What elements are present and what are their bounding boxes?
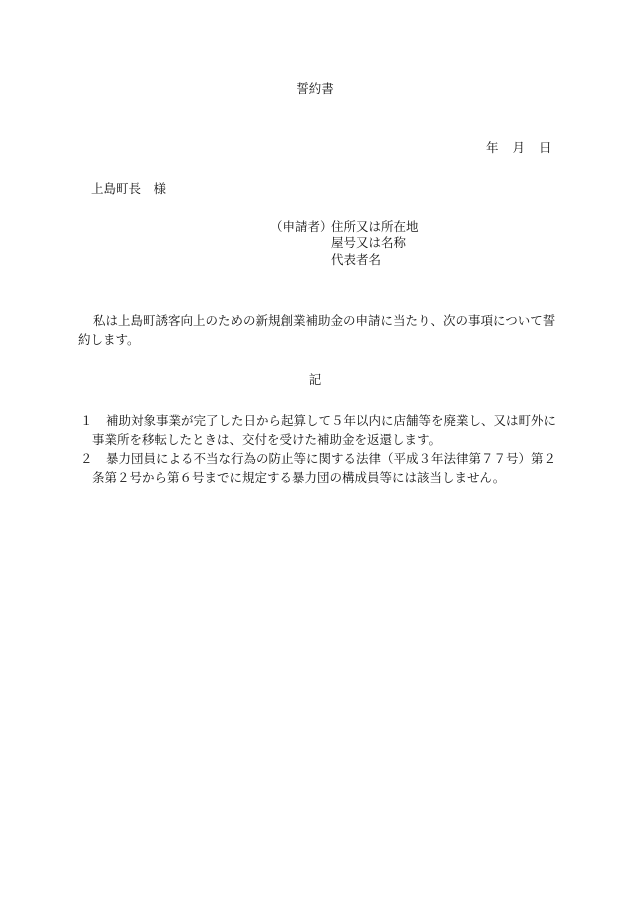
applicant-label: （申請者）	[270, 219, 333, 234]
document-title: 誓約書	[296, 81, 334, 96]
applicant-address-label: 住所又は所在地	[331, 219, 419, 234]
ki-heading: 記	[308, 372, 322, 387]
addressee: 上島町長 様	[91, 181, 167, 196]
pledge-item-number: １	[80, 413, 93, 428]
date-month: 月	[512, 140, 526, 155]
date-day: 日	[539, 140, 552, 155]
applicant-name-label: 屋号又は名称	[331, 235, 407, 250]
pledge-item-text: 暴力団員による不当な行為の防止等に関する法律（平成３年法律第７７号）第２条第２号から第６号までに規定する暴力団の構成員等には該当しません。	[92, 451, 557, 485]
pledge-item-text: 補助対象事業が完了した日から起算して５年以内に店舗等を廃業し、又は町外に事業所を移転したときは、交付を受けた補助金を返還します。	[92, 413, 557, 447]
applicant-representative-label: 代表者名	[331, 252, 382, 267]
pledge-statement: 私は上島町誘客向上のための新規創業補助金の申請に当たり、次の事項について誓約します。	[78, 313, 556, 347]
date-year: 年	[486, 140, 499, 155]
pledge-item-number: ２	[80, 451, 93, 466]
date-line	[486, 140, 552, 156]
